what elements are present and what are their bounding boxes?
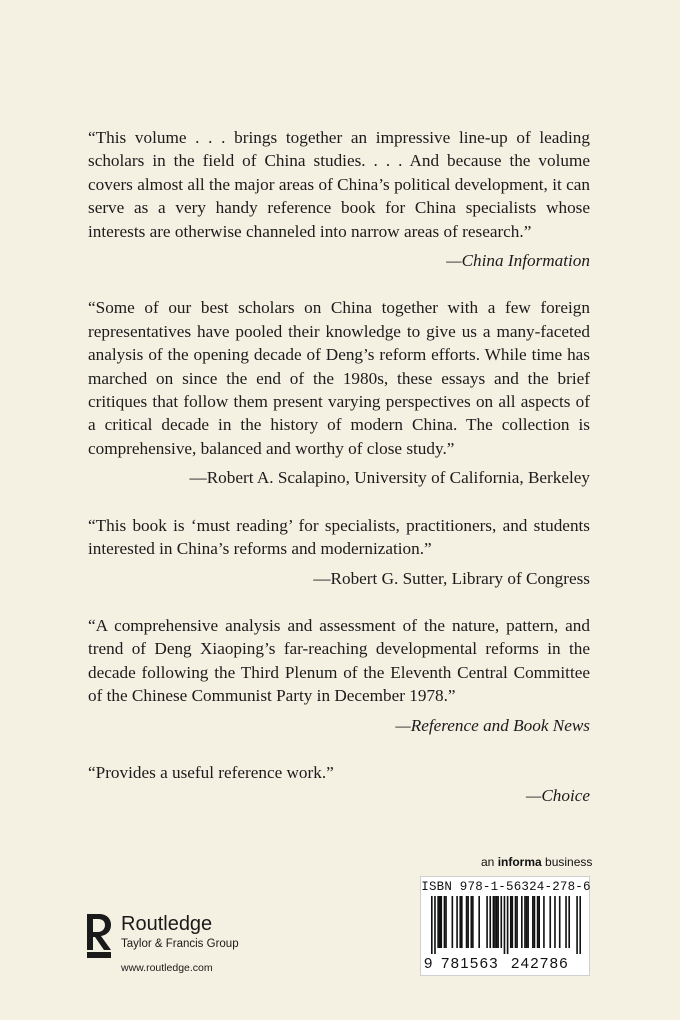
barcode-bar (534, 896, 536, 948)
barcode-bar (470, 896, 472, 948)
review-attribution: —Reference and Book News (395, 715, 590, 735)
publisher-name: Routledge (121, 913, 213, 935)
review-block (88, 126, 590, 272)
barcode-bar (478, 896, 480, 948)
informa-brand: informa (497, 855, 542, 869)
barcode-bar (524, 896, 526, 948)
barcode-bar (459, 896, 461, 948)
barcode-bar (504, 896, 506, 954)
barcode-bar (467, 896, 469, 948)
barcode-bar (461, 896, 463, 948)
barcode-bar (472, 896, 474, 948)
barcode-bar (568, 896, 570, 948)
barcode-bar (466, 896, 468, 948)
review-attribution: —Robert A. Scalapino, University of California, Berkeley (189, 468, 590, 488)
informa-suffix: business (541, 855, 593, 869)
review-attribution: —Choice (526, 786, 590, 806)
ean-first-digit: 9 (424, 955, 433, 972)
ean-left-group: 781563 (441, 955, 499, 972)
publisher-website: www.routledge.com (121, 962, 213, 974)
review-block (88, 761, 590, 808)
ean-right-group: 242786 (511, 955, 569, 972)
barcode-bar (565, 896, 567, 948)
publisher-brand (121, 912, 239, 951)
barcode-bar (510, 896, 512, 948)
review-block (88, 296, 590, 489)
review-block (88, 614, 590, 737)
barcode-bar (434, 896, 436, 954)
isbn-barcode (420, 876, 590, 976)
barcode-bar (549, 896, 551, 948)
publisher-group: Taylor & Francis Group (121, 938, 239, 950)
barcode-bar (439, 896, 441, 948)
review-quote: “A comprehensive analysis and assessment of the nature, pattern, and trend of Deng Xiaoping’s far-reaching developmental reforms in the decade following the Third Plenum of the Eleventh Central Committee of the Chinese Communist Party in December 1978.” (88, 615, 590, 706)
barcode-bar (440, 896, 442, 948)
informa-business-tagline (481, 855, 592, 869)
barcode-bar (576, 896, 578, 954)
barcode-bar (538, 896, 540, 948)
barcode-bar (445, 896, 447, 948)
barcode-bars (431, 896, 581, 954)
review-quote: “Provides a useful reference work.” (88, 762, 334, 782)
review-quotes (88, 126, 590, 832)
barcode-bar (527, 896, 529, 948)
review-attribution: —Robert G. Sutter, Library of Congress (313, 568, 590, 588)
barcode-bar (494, 896, 496, 948)
barcode-bar (526, 896, 528, 948)
barcode-bar (554, 896, 556, 948)
barcode-bar (456, 896, 458, 948)
barcode-bar (516, 896, 518, 948)
barcode-bar (507, 896, 509, 954)
barcode-bar (444, 896, 446, 948)
barcode-bar (521, 896, 523, 948)
review-quote: “This volume . . . brings together an impressive line-up of leading scholars in the field of China studies. . . . And because the volume covers almost all the major areas of China’s political development, it can serve as a very handy reference book for China specialists whose interests are otherwise channeled into narrow areas of research.” (88, 128, 590, 241)
barcode-bar (489, 896, 491, 948)
barcode-bar (493, 896, 495, 948)
barcode-bar (452, 896, 454, 948)
barcode-bar (437, 896, 439, 948)
barcode-bar (543, 896, 545, 948)
barcode-bar (497, 896, 499, 948)
review-quote: “This book is ‘must reading’ for specialists, practitioners, and students interested in China’s reforms and modernization.” (88, 515, 590, 559)
barcode-bar (559, 896, 561, 948)
barcode-bar (496, 896, 498, 948)
review-quote: “Some of our best scholars on China together with a few foreign representatives have pooled their knowledge to give us a many-faceted analysis of the opening decade of Deng’s reform efforts. While time has marched on since the end of the 1980s, these essays and the brief critiques that follow them present varying perspectives on all aspects of a critical decade in the history of modern China. The collection is comprehensive, balanced and worthy of close study.” (88, 298, 590, 458)
barcode-bar (515, 896, 517, 948)
review-attribution: —China Information (446, 251, 590, 271)
barcode-bar (431, 896, 433, 954)
barcode-bar (532, 896, 534, 948)
barcode-bar (512, 896, 514, 948)
informa-prefix: an (481, 855, 498, 869)
barcode-bar (579, 896, 581, 954)
routledge-r-logo-icon (84, 912, 114, 960)
barcode-bar (486, 896, 488, 948)
barcode-bar (537, 896, 539, 948)
review-block (88, 514, 590, 590)
isbn-number: ISBN 978-1-56324-278-6 (421, 880, 591, 894)
barcode-bar (500, 896, 502, 948)
